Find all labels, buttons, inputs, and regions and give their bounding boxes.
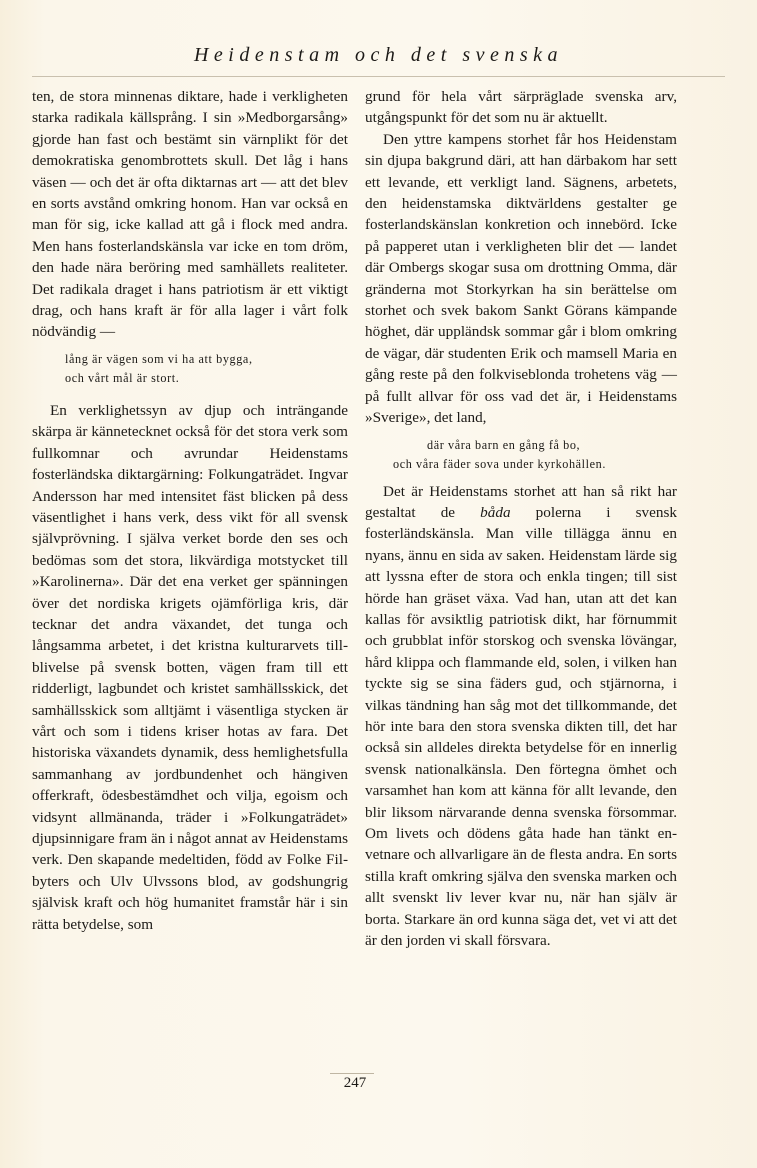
paragraph: En verklighetssyn av djup och inträngande skärpa är kännetecknet också för det stora verk som fullkomnar och avrundar Heidenstams fosterländska diktargärning: Folkungaträdet. Ingvar Andersson har med intensitet fäst blicken på dess väsentlighet i hans verk, dess vikt för all svensk självprövning. I själva verket borde den ses och bedömas som det stora, likvärdiga motstycket till »Karolinerna». Där det ena verket ger spänningen över det nordiska krigets ojämförliga kris, där tecknar det andra växandet, det tunga och långsamma arbetet, i det kristna kulturarvets tillblivelse på svensk botten, vägen fram till ett ridderligt, lagbundet och kristet samhällsskick, det samhällsskick som alltjämt i väsentliga stycken är vårt och som i tidens kriser hotas av fara. Det historiska växandets dynamik, dess hemlighetsfulla sammanhang av jordbundenhet och hängiven offerkraft, ödesbestämdhet och vilja, egoism och vidsynt allmänanda, träder i »Folkungaträdet» djupsinnigare fram än i något annat av Heidenstams verk. Den skapande medeltiden, född av Folke Filbyters och Ulv Ulvssons blod, av godshungrig självisk kraft och hög humanitet framstår här i sin rätta betydelse, som [32, 401, 348, 933]
verse-quote [393, 436, 677, 474]
text-run: Det är Heidenstams storhet att han så rikt har gestaltat de [365, 482, 677, 521]
paragraph: Den yttre kampens storhet får hos Heidenstam sin djupa bakgrund däri, att han därbakom har sett ett levande, ett verkligt land. Sägnens, arbetets, den heidenstamska diktvärldens gestalter ge fosterlandskänslan konkretion och innebörd. Icke på papperet utan i verkligheten blir det — landet där Ombergs skogar susa om drottning Omma, där gränderna mot Storkyrkan ha sin berättelse om storhet och svek bakom Sankt Görans kämpande höghet, där uppländsk sommar går i blom omkring de vägar, där studenten Erik och mamsell Maria en gång reste på den folkviseblonda trohetens väg — på fullt allvar för oss vad det är, i Heidenstams »Sverige», det land, [365, 130, 677, 427]
verse-line: där våra barn en gång få bo, [427, 437, 581, 452]
paragraph [365, 481, 677, 952]
verse-line: och vårt mål är stort. [65, 370, 180, 385]
paragraph: ten, de stora minnenas diktare, hade i verkligheten starka radikala källsprång. I sin »Medborgarsång» gjorde han fast och bestämt sin värnplikt för det demokratiska genombrottets skull. Det låg i hans väsen — och det är ofta diktarnas art — att det blev en sorts avstånd omkring honom. Han var också en man för sig, icke kallad att gå i flock med andra. Men hans fosterlandskänsla var icke en tom dröm, den hade nära beröring med samhällets realiteter. Det radikala draget i hans patriotism är ett viktigt drag, och hans kraft är för alla lager i vårt folk nödvändig — [32, 88, 348, 341]
page-number: 247 [343, 1075, 367, 1091]
left-column [32, 86, 348, 935]
paragraph: grund för hela vårt särpräglade svenska arv, utgångspunkt för det som nu är aktuellt. [365, 88, 677, 127]
verse-line: och våra fäder sova under kyrkohällen. [393, 456, 606, 471]
emphasis: båda [480, 503, 511, 521]
text-run: polerna i svensk fosterländskänsla. Man ville tillägga ännu en nyans, ännu en sida av saken. Heidenstam lärde sig att lyssna efter de stora och enkla tingen; till sist hörde han gräset växa. Vad han, utan att det kan kallas för avsiktlig patriotisk dikt, har förnummit och grubblat inför storskog och svenska lövängar, hård klippa och flammande eld, solen, i vilken han tyckte sig se sina fäders gud, och stjärnorna, i vilkas tändning han såg mot det tillkommande, det hör inte bara den stora svenska dikten till, det har också sin alldeles direkta betydelse för en innerlig svensk nationalkänsla. Den förtegna ömhet och varsamhet han kom att känna för allt levande, den blir liksom närvarande denna svenska försommar. Om livets och dödens gåta hade han tänkt envetnare och allvarligare än de flesta andra. En sorts stilla kraft omkring själva den svenska marken och allt svenskt liv lever kvar nu, när han själv är borta. Starkare än ord kunna säga det, vet vi att det är den jorden vi skall försvara. [365, 503, 677, 950]
folio-rule [330, 1073, 374, 1074]
verse-quote [65, 350, 348, 388]
header-rule [32, 76, 725, 77]
running-header: Heidenstam och det svenska [193, 44, 564, 66]
verse-line: lång är vägen som vi ha att bygga, [65, 351, 253, 366]
right-column [365, 86, 677, 951]
